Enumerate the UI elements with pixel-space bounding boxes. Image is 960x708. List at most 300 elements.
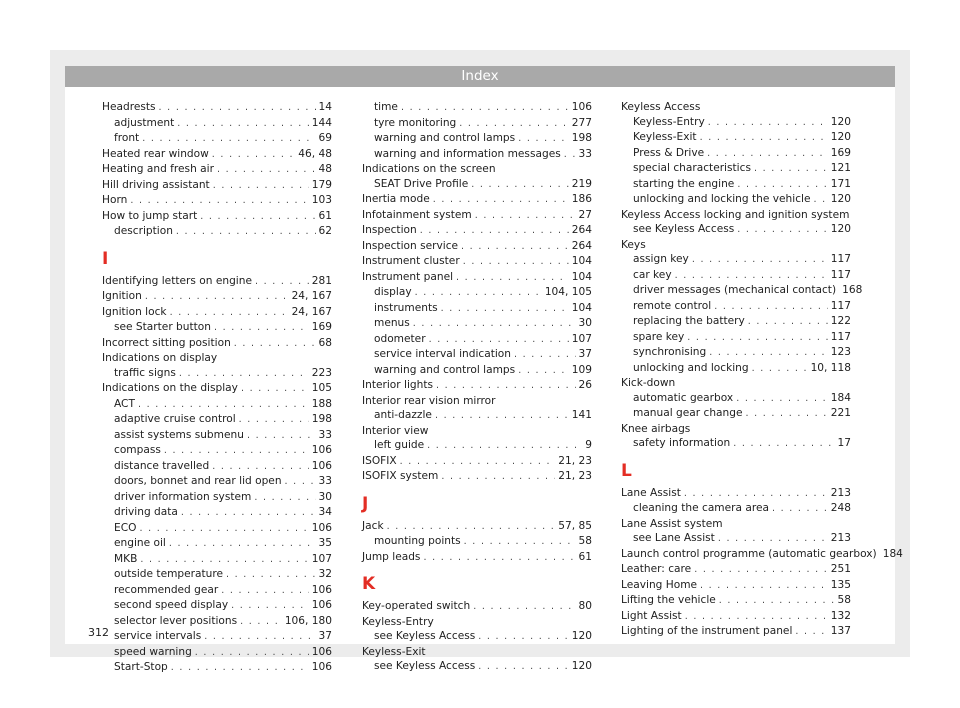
index-entry-text: warning and information messages xyxy=(374,147,561,160)
index-subentry xyxy=(621,531,851,547)
index-entry xyxy=(362,469,592,485)
index-entry xyxy=(362,378,592,394)
index-page-reference: 264 xyxy=(571,239,592,252)
dot-leader xyxy=(212,460,309,475)
index-subentry xyxy=(102,583,332,599)
index-subentry xyxy=(362,177,592,193)
index-entry-heading: Kick-down xyxy=(621,377,676,389)
index-entry xyxy=(362,599,592,615)
index-page-reference: 27 xyxy=(578,208,592,221)
dot-leader xyxy=(213,179,309,194)
index-page-reference: 26 xyxy=(578,379,592,391)
index-subentry xyxy=(102,567,332,583)
dot-leader xyxy=(231,599,309,614)
dot-leader xyxy=(400,455,556,470)
dot-leader xyxy=(435,409,569,424)
index-entry xyxy=(621,624,851,640)
index-page-reference: 62 xyxy=(318,225,332,237)
index-page-reference: 69 xyxy=(318,132,332,144)
dot-leader xyxy=(142,132,315,147)
index-page-reference: 117 xyxy=(830,268,851,281)
index-page-reference: 14 xyxy=(318,101,332,113)
index-subentry xyxy=(362,408,592,424)
dot-leader xyxy=(285,475,316,490)
dot-leader xyxy=(736,392,828,407)
index-page-reference: 184 xyxy=(830,391,851,404)
index-entry xyxy=(102,209,332,225)
dot-leader xyxy=(478,660,569,675)
index-entry-text: Ignition xyxy=(102,290,142,302)
index-page-reference: 106, 180 xyxy=(284,614,332,627)
page-header-title: Index xyxy=(65,66,895,87)
index-entry-text: Lifting the vehicle xyxy=(621,594,716,606)
index-page-reference: 188 xyxy=(311,397,332,410)
index-entry-text: see Lane Assist xyxy=(633,532,715,544)
dot-leader xyxy=(684,487,828,502)
index-entry-text: traffic signs xyxy=(114,366,176,379)
index-entry-text: left guide xyxy=(374,439,425,451)
index-page-reference: 281 xyxy=(311,274,332,287)
index-entry-text: compass xyxy=(114,444,161,456)
index-page-reference: 169 xyxy=(311,321,332,333)
index-page-reference: 33 xyxy=(318,475,332,487)
index-entry xyxy=(621,593,851,609)
index-page-reference: 103 xyxy=(311,194,332,206)
index-entry-text: tyre monitoring xyxy=(374,116,457,129)
index-entry-text: ISOFIX xyxy=(362,454,397,467)
index-entry-heading: Lane Assist system xyxy=(621,517,723,530)
index-page-reference: 57, 85 xyxy=(558,519,592,532)
index-entry-text: doors, bonnet and rear lid open xyxy=(114,475,282,487)
index-entry-text: Incorrect sitting position xyxy=(102,336,231,349)
dot-leader xyxy=(463,255,569,270)
index-entry-text: see Keyless Access xyxy=(374,660,476,672)
index-entry xyxy=(102,336,332,352)
index-subentry xyxy=(362,347,592,363)
dot-leader xyxy=(473,600,575,615)
index-page-reference: 58 xyxy=(837,594,851,606)
index-entry-text: Instrument cluster xyxy=(362,255,460,267)
index-subentry xyxy=(362,147,592,163)
index-subentry xyxy=(621,177,851,193)
index-page-reference: 33 xyxy=(318,428,332,441)
index-entry xyxy=(362,223,592,239)
index-subentry xyxy=(102,428,332,444)
index-subentry xyxy=(102,521,332,537)
index-entry-text: Identifying letters on engine xyxy=(102,274,252,287)
index-page-reference: 24, 167 xyxy=(291,305,332,318)
index-entry-text: starting the engine xyxy=(633,177,735,190)
index-subentry xyxy=(362,301,592,317)
index-page-reference: 264 xyxy=(571,224,592,236)
index-page-reference: 251 xyxy=(830,563,851,575)
dot-leader xyxy=(254,491,315,506)
index-page-reference: 107 xyxy=(571,332,592,345)
dot-leader xyxy=(139,522,308,537)
dot-leader xyxy=(234,337,316,352)
index-page-reference: 61 xyxy=(578,550,592,563)
index-page-reference: 106 xyxy=(311,661,332,673)
index-entry-text: Key-operated switch xyxy=(362,600,471,612)
index-page-reference: 32 xyxy=(318,568,332,580)
dot-leader xyxy=(733,437,834,452)
index-entry xyxy=(102,381,332,397)
index-entry xyxy=(102,193,332,209)
index-entry-heading: Indications on display xyxy=(102,352,218,364)
index-entry-heading: Keys xyxy=(621,238,646,251)
index-entry-heading: Keyless-Exit xyxy=(362,645,426,658)
index-entry xyxy=(362,550,592,566)
dot-leader xyxy=(461,240,569,255)
dot-leader xyxy=(748,315,828,330)
dot-leader xyxy=(719,594,835,609)
index-page-reference: 168 xyxy=(842,284,863,296)
index-entry-text: driver information system xyxy=(114,490,252,503)
index-page-reference: 122 xyxy=(830,315,851,327)
index-entry xyxy=(621,547,903,563)
index-entry-text: Start-Stop xyxy=(114,661,168,673)
dot-leader xyxy=(714,300,828,315)
dot-leader xyxy=(518,132,569,147)
index-page-reference: 186 xyxy=(571,193,592,205)
dot-leader xyxy=(427,439,582,454)
dot-leader xyxy=(221,584,309,599)
index-entry-text: Keyless-Exit xyxy=(633,131,697,143)
index-entry xyxy=(621,609,851,625)
index-page-reference: 135 xyxy=(830,578,851,591)
index-page-reference: 106 xyxy=(311,444,332,456)
index-entry xyxy=(102,162,332,178)
dot-leader xyxy=(692,253,828,268)
dot-leader xyxy=(441,470,555,485)
dot-leader xyxy=(687,331,827,346)
dot-leader xyxy=(772,502,828,517)
index-entry-text: service interval indication xyxy=(374,348,512,360)
dot-leader xyxy=(239,413,309,428)
dot-leader xyxy=(138,398,309,413)
index-entry-text: Jack xyxy=(362,519,384,532)
index-subentry xyxy=(102,536,332,552)
index-page-reference: 120 xyxy=(571,630,592,642)
index-entry-text: cleaning the camera area xyxy=(633,502,769,514)
index-subentry xyxy=(362,534,592,550)
index-subentry xyxy=(362,332,592,348)
dot-leader xyxy=(255,275,309,290)
index-page-reference: 184 xyxy=(882,547,903,560)
index-subentry xyxy=(102,412,332,428)
dot-leader xyxy=(564,148,576,163)
index-page-reference: 117 xyxy=(830,299,851,312)
index-entry-text: front xyxy=(114,132,140,144)
index-page-reference: 171 xyxy=(830,177,851,190)
index-entry-text: synchronising xyxy=(633,346,707,358)
dot-leader xyxy=(179,367,309,382)
index-page-reference: 48 xyxy=(318,163,332,175)
index-page-reference: 21, 23 xyxy=(558,470,592,482)
index-entry xyxy=(102,305,332,321)
index-entry xyxy=(621,562,851,578)
index-section-letter: J xyxy=(362,493,369,514)
index-entry-text: odometer xyxy=(374,332,426,345)
index-subentry xyxy=(621,345,851,361)
index-page-reference: 123 xyxy=(830,346,851,358)
index-subentry xyxy=(102,397,332,413)
index-page-reference: 223 xyxy=(311,366,332,379)
index-page-reference: 30 xyxy=(318,490,332,503)
index-entry-text: manual gear change xyxy=(633,407,743,419)
index-page-reference: 109 xyxy=(571,363,592,376)
index-entry-text: Press & Drive xyxy=(633,146,705,159)
index-subentry xyxy=(621,161,851,177)
index-entry-text: see Starter button xyxy=(114,321,211,333)
index-entry xyxy=(362,208,592,224)
index-entry-text: car key xyxy=(633,268,672,281)
index-page-reference: 141 xyxy=(571,409,592,421)
index-subentry xyxy=(102,629,332,645)
index-page-reference: 213 xyxy=(830,532,851,544)
dot-leader xyxy=(204,630,315,645)
index-entry xyxy=(362,519,592,535)
index-page-reference: 80 xyxy=(578,600,592,612)
index-page-reference: 120 xyxy=(830,131,851,143)
index-column-2 xyxy=(362,100,592,675)
index-page-reference: 24, 167 xyxy=(291,290,332,302)
index-entry-heading: Interior view xyxy=(362,424,429,437)
index-section-letter: L xyxy=(621,460,632,481)
index-page-reference: 9 xyxy=(585,439,592,451)
index-subentry xyxy=(102,131,332,147)
index-subentry xyxy=(362,285,592,301)
index-entry xyxy=(621,486,851,502)
index-entry-text: anti-dazzle xyxy=(374,409,432,421)
dot-leader xyxy=(471,178,569,193)
index-subentry xyxy=(362,629,592,645)
index-subentry xyxy=(102,490,332,506)
index-page-reference: 120 xyxy=(830,115,851,128)
dot-leader xyxy=(226,568,316,583)
index-subentry xyxy=(102,224,332,240)
index-page-reference: 61 xyxy=(318,209,332,222)
index-page-reference: 117 xyxy=(830,330,851,343)
index-entry xyxy=(102,100,332,116)
index-page-reference: 106 xyxy=(311,459,332,472)
index-page-reference: 198 xyxy=(311,413,332,425)
index-column-1 xyxy=(102,100,332,676)
index-subentry xyxy=(621,146,851,162)
index-entry-text: engine oil xyxy=(114,537,166,549)
index-page-reference: 35 xyxy=(318,537,332,549)
index-entry-text: speed warning xyxy=(114,645,192,658)
dot-leader xyxy=(420,224,569,239)
dot-leader xyxy=(413,317,576,332)
dot-leader xyxy=(170,306,289,321)
index-page-reference: 106 xyxy=(311,645,332,658)
index-entry-text: mounting points xyxy=(374,535,461,547)
dot-leader xyxy=(675,269,828,284)
dot-leader xyxy=(181,506,316,521)
index-page-reference: 58 xyxy=(578,535,592,547)
index-entry-heading: Keyless-Entry xyxy=(362,615,434,628)
index-subentry xyxy=(102,320,332,336)
dot-leader xyxy=(464,535,576,550)
dot-leader xyxy=(171,661,309,676)
index-subentry xyxy=(102,552,332,568)
index-subentry xyxy=(362,316,592,332)
index-entry-text: time xyxy=(374,101,398,113)
dot-leader xyxy=(195,646,309,661)
index-column-3 xyxy=(621,100,903,640)
index-page-reference: 221 xyxy=(830,407,851,419)
index-entry-text: Hill driving assistant xyxy=(102,178,210,191)
index-subentry xyxy=(621,192,851,208)
index-page-reference: 106 xyxy=(311,599,332,611)
index-entry-text: menus xyxy=(374,317,410,329)
index-subentry xyxy=(362,131,592,147)
index-entry xyxy=(102,178,332,194)
index-page-reference: 104 xyxy=(571,270,592,283)
index-subentry xyxy=(621,222,851,238)
index-page-reference: 213 xyxy=(830,486,851,499)
index-subentry xyxy=(621,314,851,330)
index-entry-text: Instrument panel xyxy=(362,270,454,283)
index-entry-text: Inspection service xyxy=(362,239,459,252)
index-entry-text: Jump leads xyxy=(362,550,421,563)
dot-leader xyxy=(700,579,828,594)
index-entry xyxy=(102,274,332,290)
index-page-reference: 34 xyxy=(318,506,332,518)
index-subentry xyxy=(102,660,332,676)
index-entry-text: second speed display xyxy=(114,599,229,611)
index-entry-text: see Keyless Access xyxy=(374,630,476,642)
index-entry-text: assign key xyxy=(633,253,689,265)
index-page-reference: 37 xyxy=(578,348,592,360)
index-page-reference: 104 xyxy=(571,255,592,267)
index-entry xyxy=(362,254,592,270)
index-entry-text: Infotainment system xyxy=(362,208,472,221)
dot-leader xyxy=(423,551,575,566)
dot-leader xyxy=(475,209,576,224)
dot-leader xyxy=(387,520,556,535)
index-subentry xyxy=(621,406,851,422)
dot-leader xyxy=(177,117,309,132)
dot-leader xyxy=(746,407,828,422)
index-entry-text: service intervals xyxy=(114,630,202,642)
index-section-letter: K xyxy=(362,574,376,594)
index-subentry xyxy=(102,614,332,630)
index-page-reference: 37 xyxy=(318,630,332,642)
index-subentry xyxy=(621,501,851,517)
index-entry-text: replacing the battery xyxy=(633,315,745,327)
index-entry-heading: Indications on the screen xyxy=(362,163,496,175)
index-entry-text: unlocking and locking xyxy=(633,361,749,374)
index-entry-text: adaptive cruise control xyxy=(114,413,236,425)
dot-leader xyxy=(737,178,827,193)
index-page-reference: 68 xyxy=(318,336,332,349)
dot-leader xyxy=(401,101,569,116)
dot-leader xyxy=(795,625,827,640)
index-subentry xyxy=(362,438,592,454)
index-subentry xyxy=(362,116,592,132)
index-subentry xyxy=(102,505,332,521)
index-entry-text: Interior lights xyxy=(362,379,434,391)
index-subentry xyxy=(621,268,851,284)
index-entry xyxy=(362,270,592,286)
dot-leader xyxy=(518,364,569,379)
dot-leader xyxy=(707,147,828,162)
dot-leader xyxy=(752,362,808,377)
index-entry-text: Leather: care xyxy=(621,563,692,575)
index-entry-text: instruments xyxy=(374,301,438,314)
index-entry-text: Ignition lock xyxy=(102,305,167,318)
index-entry-text: automatic gearbox xyxy=(633,391,734,404)
index-entry xyxy=(621,578,851,594)
index-subentry xyxy=(621,391,851,407)
dot-leader xyxy=(514,348,576,363)
index-page-reference: 277 xyxy=(571,116,592,129)
index-entry-text: Keyless-Entry xyxy=(633,115,705,128)
index-entry-text: driver messages (mechanical contact) xyxy=(633,284,837,296)
index-page-reference: 106 xyxy=(571,101,592,113)
dot-leader xyxy=(459,117,569,132)
dot-leader xyxy=(694,563,828,578)
index-entry-text: ECO xyxy=(114,521,137,534)
index-entry-text: Heated rear window xyxy=(102,147,209,160)
index-page-reference: 137 xyxy=(830,625,851,637)
dot-leader xyxy=(169,537,316,552)
index-page-reference: 117 xyxy=(830,253,851,265)
index-subentry xyxy=(102,116,332,132)
index-entry-text: outside temperature xyxy=(114,568,224,580)
index-page-reference: 120 xyxy=(571,660,592,672)
dot-leader xyxy=(433,193,569,208)
index-entry xyxy=(102,147,332,163)
index-subentry xyxy=(102,443,332,459)
index-page-reference: 30 xyxy=(578,317,592,329)
index-subentry xyxy=(102,645,332,661)
index-page-reference: 17 xyxy=(837,437,851,449)
index-subentry xyxy=(102,459,332,475)
dot-leader xyxy=(217,163,316,178)
dot-leader xyxy=(415,286,542,301)
index-page-reference: 132 xyxy=(830,609,851,622)
dot-leader xyxy=(737,223,828,238)
index-subentry xyxy=(362,659,592,675)
index-entry-text: remote control xyxy=(633,299,712,312)
index-entry-heading: Interior rear vision mirror xyxy=(362,394,496,407)
index-entry-heading: Keyless Access locking and ignition system xyxy=(621,208,850,221)
index-entry xyxy=(362,454,592,470)
index-subentry xyxy=(362,363,592,379)
index-entry-text: SEAT Drive Profile xyxy=(374,177,469,190)
dot-leader xyxy=(212,148,296,163)
index-page-reference: 106 xyxy=(311,521,332,534)
index-entry-text: safety information xyxy=(633,437,731,449)
index-entry-text: MKB xyxy=(114,552,138,565)
index-entry-text: Horn xyxy=(102,194,128,206)
dot-leader xyxy=(200,210,315,225)
index-page-reference: 10, 118 xyxy=(810,361,851,374)
index-page-reference: 121 xyxy=(830,162,851,174)
index-page-reference: 21, 23 xyxy=(558,454,592,467)
index-page-reference: 120 xyxy=(830,193,851,205)
index-subentry xyxy=(621,299,851,315)
index-entry-text: selector lever positions xyxy=(114,614,238,627)
dot-leader xyxy=(709,346,828,361)
index-entry-text: Headrests xyxy=(102,101,156,113)
index-entry xyxy=(362,239,592,255)
index-page-reference: 46, 48 xyxy=(298,147,332,160)
index-subentry xyxy=(621,436,851,452)
